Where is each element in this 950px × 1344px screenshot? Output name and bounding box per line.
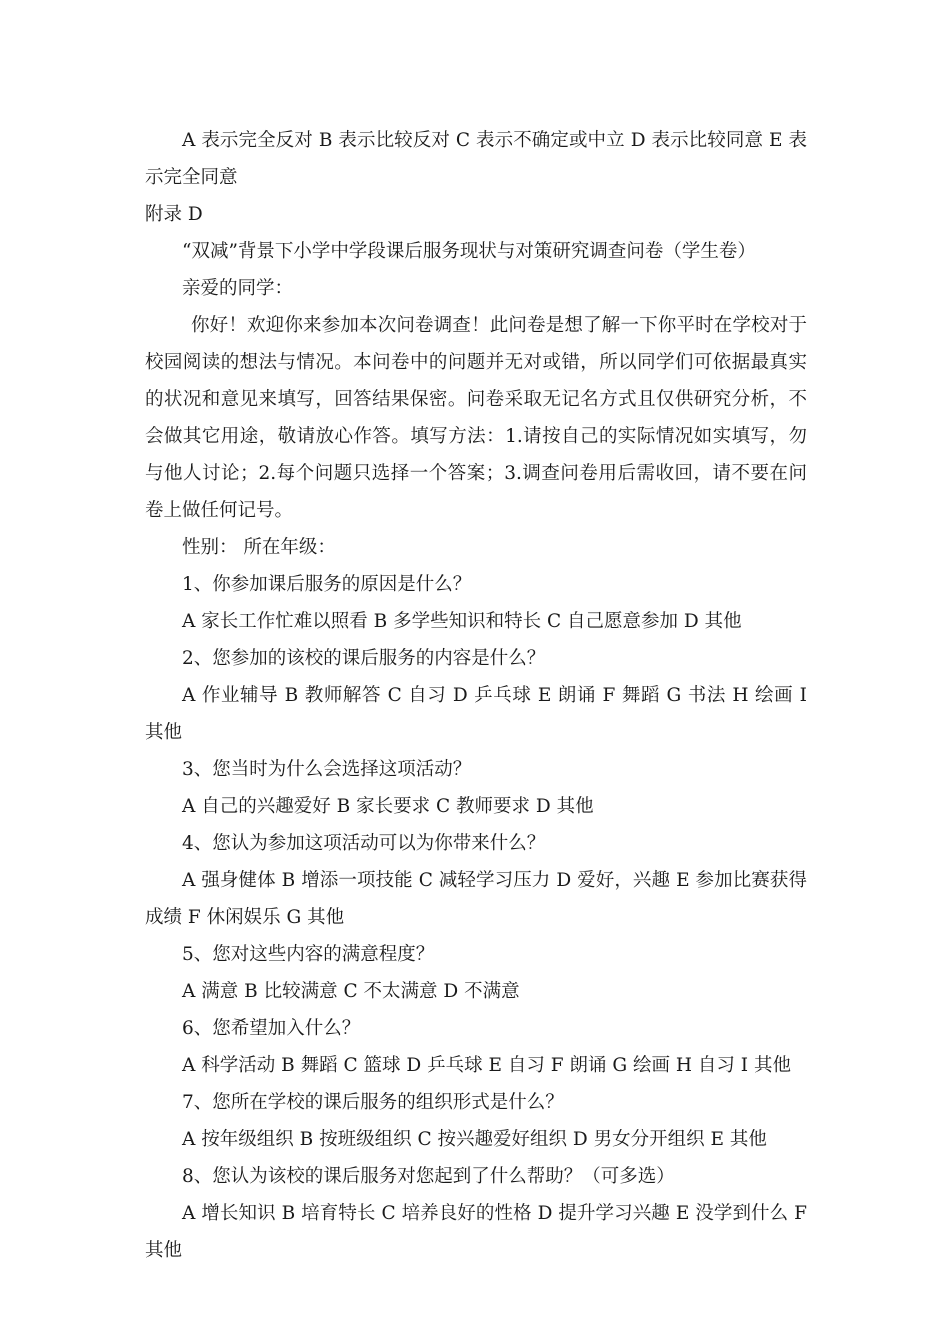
question-1: 1、你参加课后服务的原因是什么？ [182,574,472,595]
question-6: 6、您希望加入什么？ [182,1018,361,1039]
appendix-label: 附录 D [145,204,203,225]
question-8-options: A 增长知识 B 培育特长 C 培养良好的性格 D 提升学习兴趣 E 没学到什么 F 其他 [145,1203,807,1261]
question-5: 5、您对这些内容的满意程度？ [182,944,435,965]
question-2-options: A 作业辅导 B 教师解答 C 自习 D 乒乓球 E 朗诵 F 舞蹈 G 书法 H 绘画 I 其他 [145,685,807,743]
question-4-options: A 强身健体 B 增添一项技能 C 减轻学习压力 D 爱好，兴趣 E 参加比赛获得成绩 F 休闲娱乐 G 其他 [145,870,807,928]
fields-line: 性别： 所在年级： [182,537,336,558]
question-8: 8、您认为该校的课后服务对您起到了什么帮助？（可多选） [182,1166,675,1187]
question-5-options: A 满意 B 比较满意 C 不太满意 D 不满意 [182,981,520,1002]
question-6-options: A 科学活动 B 舞蹈 C 篮球 D 乒乓球 E 自习 F 朗诵 G 绘画 H 自习 I 其他 [182,1055,791,1076]
question-4: 4、您认为参加这项活动可以为你带来什么？ [182,833,546,854]
survey-title: “双减”背景下小学中学段课后服务现状与对策研究调查问卷（学生卷） [182,241,756,262]
question-3: 3、您当时为什么会选择这项活动？ [182,759,472,780]
question-3-options: A 自己的兴趣爱好 B 家长要求 C 教师要求 D 其他 [182,796,594,817]
scale-note: A 表示完全反对 B 表示比较反对 C 表示不确定或中立 D 表示比较同意 E 表示完全同意 [145,130,807,188]
greeting: 亲爱的同学： [182,278,294,299]
question-7: 7、您所在学校的课后服务的组织形式是什么？ [182,1092,564,1113]
intro-paragraph: 你好！欢迎你来参加本次问卷调查！此问卷是想了解一下你平时在学校对于校园阅读的想法与情况。本问卷中的问题并无对或错，所以同学们可依据最真实的状况和意见来填写，回答结果保密。问卷采取无记名方式且仅供研究分析，不会做其它用途，敬请放心作答。填写方法：1.请按自己的实际情况如实填写，勿与他人讨论；2.每个问题只选择一个答案；3.调查问卷用后需收回，请不要在问卷上做任何记号。 [145,315,807,521]
question-1-options: A 家长工作忙难以照看 B 多学些知识和特长 C 自己愿意参加 D 其他 [182,611,742,632]
document-body [145,122,807,1269]
question-7-options: A 按年级组织 B 按班级组织 C 按兴趣爱好组织 D 男女分开组织 E 其他 [182,1129,767,1150]
question-2: 2、您参加的该校的课后服务的内容是什么？ [182,648,546,669]
